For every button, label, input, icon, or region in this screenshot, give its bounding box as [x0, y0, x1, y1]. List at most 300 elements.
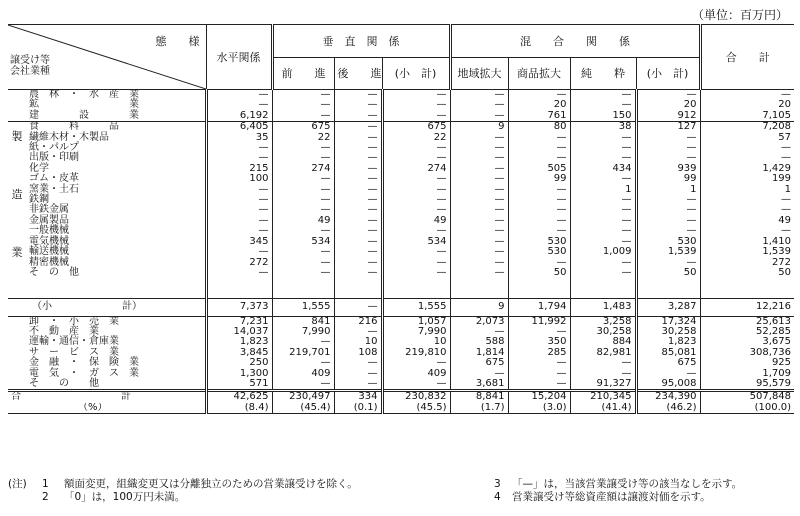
- table-cell: —: [320, 152, 331, 164]
- value-column-2: [272, 122, 334, 299]
- total-value: 42,625: [206, 391, 272, 403]
- table-cell: —: [367, 109, 378, 121]
- table-cell: —: [781, 194, 792, 206]
- table-cell: —: [367, 246, 378, 258]
- table-cell: —: [781, 89, 792, 100]
- table-cell: —: [621, 89, 632, 100]
- table-cell: —: [556, 131, 567, 143]
- table-cell: —: [258, 225, 269, 237]
- table-cell: —: [556, 204, 567, 216]
- table-cell: —: [686, 256, 697, 268]
- table-cell: —: [258, 266, 269, 278]
- row-labels: [26, 122, 206, 299]
- value-column-7: [570, 316, 636, 391]
- header-m-subtotal: (小 計): [636, 57, 700, 90]
- table-cell: —: [621, 142, 632, 154]
- total-pct: (1.7): [450, 403, 508, 414]
- table-cell: 3,681: [475, 378, 505, 390]
- row-label: 窯業・土石: [29, 183, 79, 195]
- table-cell: —: [367, 121, 378, 133]
- table-cell: —: [258, 142, 269, 154]
- table-cell: 675: [485, 357, 505, 369]
- table-cell: 38: [618, 121, 632, 133]
- table-cell: —: [436, 246, 447, 258]
- table-cell: 308,736: [749, 346, 792, 358]
- table-cell: —: [621, 367, 632, 379]
- section-group-label: [8, 316, 26, 391]
- subtotal-spacer: [8, 299, 26, 316]
- data-table: [8, 24, 794, 414]
- table-cell: 1,057: [417, 316, 447, 327]
- table-cell: 1,709: [762, 367, 792, 379]
- table-cell: 57: [778, 131, 792, 143]
- subtotal-value: 1,555: [272, 299, 334, 316]
- table-cell: —: [258, 194, 269, 206]
- table-cell: —: [781, 225, 792, 237]
- table-cell: 274: [427, 162, 447, 174]
- table-cell: 25,613: [756, 316, 792, 327]
- total-pct: (3.0): [508, 403, 570, 414]
- row-label: 精密機械: [29, 256, 69, 268]
- table-cell: —: [258, 152, 269, 164]
- table-cell: 1,410: [762, 235, 792, 247]
- table-cell: 14,037: [233, 326, 269, 338]
- table-cell: 95,579: [756, 378, 792, 390]
- table-cell: 571: [249, 378, 269, 390]
- table-cell: —: [686, 131, 697, 143]
- total-value: 334: [334, 391, 382, 403]
- table-cell: —: [436, 109, 447, 121]
- table-cell: 1,823: [667, 336, 697, 348]
- value-column-2: [272, 90, 334, 122]
- table-cell: 100: [249, 173, 269, 185]
- table-cell: —: [621, 235, 632, 247]
- table-cell: 7,208: [762, 121, 792, 133]
- table-cell: —: [686, 142, 697, 154]
- total-pct: (100.0): [700, 403, 794, 414]
- table-cell: —: [621, 357, 632, 369]
- table-cell: —: [436, 357, 447, 369]
- value-column-5: [450, 122, 508, 299]
- table-cell: 534: [311, 235, 331, 247]
- total-pct-label: （%）: [78, 402, 108, 413]
- table-cell: —: [320, 89, 331, 100]
- table-cell: 49: [317, 214, 331, 226]
- corner-bottom-label-1: 譲受け等: [10, 55, 50, 66]
- total-value: 507,848: [700, 391, 794, 403]
- value-column-4: [382, 122, 450, 299]
- table-cell: 1,429: [762, 162, 792, 174]
- section-group-label: 製 造 業: [11, 130, 23, 260]
- row-label: ゴム・皮革: [29, 173, 79, 185]
- header-backward: 後 進: [334, 57, 382, 90]
- table-cell: —: [686, 89, 697, 100]
- value-column-5: [450, 90, 508, 122]
- table-cell: —: [494, 99, 505, 111]
- value-column-6: [508, 316, 570, 391]
- table-cell: —: [258, 89, 269, 100]
- table-cell: —: [556, 183, 567, 195]
- table-cell: —: [367, 152, 378, 164]
- table-cell: 1,539: [762, 246, 792, 258]
- row-label: 紙・パルプ: [29, 142, 79, 154]
- table-cell: 108: [358, 346, 378, 358]
- row-label: サ ー ビ ス 業: [29, 346, 119, 358]
- table-cell: —: [494, 204, 505, 216]
- total-pct: (45.4): [272, 403, 334, 414]
- table-cell: —: [367, 326, 378, 338]
- header-mixed: 混 合 関 係: [450, 25, 700, 58]
- table-cell: 534: [427, 235, 447, 247]
- table-cell: 50: [553, 266, 567, 278]
- total-value: 230,497: [272, 391, 334, 403]
- table-cell: —: [367, 256, 378, 268]
- table-cell: —: [494, 246, 505, 258]
- total-value: 210,345: [570, 391, 636, 403]
- table-cell: —: [367, 142, 378, 154]
- subtotal-value: 9: [450, 299, 508, 316]
- table-cell: —: [367, 367, 378, 379]
- table-cell: —: [621, 152, 632, 164]
- table-cell: —: [621, 194, 632, 206]
- header-vertical: 垂 直 関 係: [272, 25, 450, 58]
- value-column-4: [382, 90, 450, 122]
- value-column-1: [206, 90, 272, 122]
- table-cell: —: [367, 131, 378, 143]
- value-column-3: [334, 122, 382, 299]
- row-label: 一般機械: [29, 225, 69, 237]
- table-cell: 10: [364, 336, 378, 348]
- table-cell: 841: [311, 316, 331, 327]
- total-pct: (8.4): [206, 403, 272, 414]
- table-cell: —: [494, 326, 505, 338]
- table-cell: —: [320, 336, 331, 348]
- table-cell: —: [621, 225, 632, 237]
- table-cell: 6,192: [239, 109, 269, 121]
- table-cell: —: [494, 131, 505, 143]
- table-cell: —: [556, 89, 567, 100]
- value-column-6: [508, 122, 570, 299]
- table-cell: —: [556, 378, 567, 390]
- row-label: 建 設 業: [29, 109, 139, 121]
- table-cell: —: [494, 367, 505, 379]
- table-cell: 939: [677, 162, 697, 174]
- table-cell: —: [258, 214, 269, 226]
- value-column-1: [206, 122, 272, 299]
- table-cell: —: [320, 183, 331, 195]
- table-cell: 95,008: [661, 378, 697, 390]
- table-cell: —: [436, 89, 447, 100]
- table-cell: 150: [612, 109, 632, 121]
- table-cell: 35: [255, 131, 269, 143]
- table-cell: —: [494, 152, 505, 164]
- table-cell: —: [621, 266, 632, 278]
- table-cell: —: [367, 204, 378, 216]
- table-cell: —: [367, 225, 378, 237]
- table-cell: 85,081: [661, 346, 697, 358]
- table-cell: —: [320, 99, 331, 111]
- table-cell: 675: [427, 121, 447, 133]
- value-column-8: [636, 122, 700, 299]
- table-cell: —: [621, 131, 632, 143]
- total-pct: (41.4): [570, 403, 636, 414]
- value-column-1: [206, 316, 272, 391]
- table-cell: —: [686, 204, 697, 216]
- table-cell: 50: [778, 266, 792, 278]
- table-cell: —: [781, 204, 792, 216]
- table-cell: 22: [317, 131, 331, 143]
- table-cell: 272: [771, 256, 792, 268]
- subtotal-value: 1,555: [382, 299, 450, 316]
- table-cell: 409: [427, 367, 447, 379]
- table-cell: —: [436, 99, 447, 111]
- table-cell: —: [258, 183, 269, 195]
- row-label: 鉱 業: [29, 99, 139, 111]
- table-cell: —: [367, 378, 378, 390]
- table-cell: —: [556, 367, 567, 379]
- table-cell: —: [686, 225, 697, 237]
- table-cell: —: [436, 225, 447, 237]
- section-group-label: [8, 90, 26, 122]
- value-column-9: [700, 90, 794, 122]
- table-cell: —: [781, 152, 792, 164]
- note-3-num: 3: [494, 478, 501, 490]
- table-cell: —: [320, 142, 331, 154]
- table-cell: —: [367, 99, 378, 111]
- note-4: 営業譲受け等総資産額は譲渡対価を示す。: [512, 491, 711, 503]
- table-cell: —: [320, 109, 331, 121]
- total-pct: (0.1): [334, 403, 382, 414]
- table-cell: 216: [358, 316, 378, 327]
- table-cell: —: [436, 173, 447, 185]
- table-cell: 91,327: [596, 378, 632, 390]
- table-cell: —: [621, 214, 632, 226]
- total-value: 15,204: [508, 391, 570, 403]
- value-column-7: [570, 90, 636, 122]
- note-1-num: 1: [42, 478, 49, 490]
- table-cell: 2,073: [475, 316, 505, 327]
- subtotal-label: （小 計）: [32, 301, 142, 313]
- table-cell: —: [367, 214, 378, 226]
- note-2-num: 2: [42, 491, 49, 503]
- row-label: 輸送機械: [29, 246, 69, 258]
- row-label: 繊維木材・木製品: [29, 131, 109, 143]
- table-cell: —: [556, 256, 567, 268]
- table-cell: —: [367, 266, 378, 278]
- table-cell: 1,300: [239, 367, 269, 379]
- table-cell: 272: [249, 256, 269, 268]
- header-pure: 純 粋: [570, 57, 636, 90]
- table-cell: 925: [771, 357, 792, 369]
- table-cell: —: [436, 183, 447, 195]
- table-cell: —: [320, 357, 331, 369]
- subtotal-value: 1,483: [570, 299, 636, 316]
- table-cell: —: [320, 256, 331, 268]
- header-v-subtotal: (小 計): [382, 57, 450, 90]
- value-column-2: [272, 316, 334, 391]
- total-value: 234,390: [636, 391, 700, 403]
- table-cell: 1,823: [239, 336, 269, 348]
- header-product: 商品拡大: [508, 57, 570, 90]
- table-cell: 20: [553, 99, 567, 111]
- row-label: 金属製品: [29, 214, 69, 226]
- table-cell: 530: [547, 235, 567, 247]
- table-cell: —: [494, 162, 505, 174]
- table-cell: 99: [553, 173, 567, 185]
- table-cell: 17,324: [661, 316, 697, 327]
- table-cell: —: [367, 357, 378, 369]
- header-total: 合 計: [700, 25, 794, 90]
- row-label: 鉄鋼: [29, 194, 49, 206]
- table-cell: 10: [433, 336, 447, 348]
- table-cell: —: [686, 194, 697, 206]
- table-cell: 50: [683, 266, 697, 278]
- header-horizontal: 水平関係: [206, 25, 272, 90]
- table-cell: —: [320, 246, 331, 258]
- note-3: 「—」は，当該営業譲受け等の該当なしを示す。: [512, 478, 743, 490]
- table-cell: 912: [677, 109, 697, 121]
- table-cell: —: [367, 173, 378, 185]
- value-column-5: [450, 316, 508, 391]
- value-column-6: [508, 90, 570, 122]
- table-cell: 30,258: [596, 326, 632, 338]
- table-cell: —: [258, 246, 269, 258]
- table-cell: —: [556, 214, 567, 226]
- subtotal-value: 7,373: [206, 299, 272, 316]
- table-cell: 49: [433, 214, 447, 226]
- table-cell: —: [436, 152, 447, 164]
- subtotal-value: —: [334, 299, 382, 316]
- table-cell: —: [436, 378, 447, 390]
- table-cell: 505: [547, 162, 567, 174]
- table-cell: 588: [485, 336, 505, 348]
- table-cell: 7,231: [239, 316, 269, 327]
- table-cell: —: [436, 266, 447, 278]
- table-cell: —: [320, 173, 331, 185]
- value-column-9: [700, 316, 794, 391]
- row-label: そ の 他: [29, 266, 79, 278]
- corner-top-label: 態 様: [155, 35, 200, 48]
- value-column-3: [334, 316, 382, 391]
- table-cell: 219,810: [405, 346, 447, 358]
- table-cell: 3,845: [239, 346, 269, 358]
- table-cell: —: [258, 204, 269, 216]
- total-label: 合 計: [11, 391, 131, 403]
- table-cell: —: [367, 183, 378, 195]
- corner-bottom-label-2: 会社業種: [10, 66, 50, 77]
- row-label: 農 林 ・ 水 産 業: [29, 89, 139, 100]
- table-cell: 30,258: [661, 326, 697, 338]
- table-cell: —: [494, 194, 505, 206]
- table-cell: —: [494, 214, 505, 226]
- table-cell: —: [556, 152, 567, 164]
- table-cell: 49: [778, 214, 792, 226]
- row-label: 食 料 品: [29, 121, 119, 133]
- table-cell: 3,258: [602, 316, 632, 327]
- note-2: 「0」は，100万円未満。: [64, 491, 186, 503]
- table-cell: 199: [771, 173, 792, 185]
- table-cell: 285: [547, 346, 567, 358]
- row-label: 電 気 ・ ガ ス 業: [29, 367, 139, 379]
- table-cell: —: [556, 142, 567, 154]
- table-cell: —: [686, 152, 697, 164]
- table-cell: —: [494, 142, 505, 154]
- table-cell: —: [367, 162, 378, 174]
- table-cell: —: [494, 225, 505, 237]
- table-cell: 9: [498, 121, 505, 133]
- table-cell: 7,990: [417, 326, 447, 338]
- table-cell: 20: [683, 99, 697, 111]
- table-cell: —: [436, 256, 447, 268]
- table-cell: 675: [311, 121, 331, 133]
- table-cell: 52,285: [756, 326, 792, 338]
- table-cell: —: [494, 256, 505, 268]
- table-cell: 1: [625, 183, 632, 195]
- table-cell: —: [494, 266, 505, 278]
- table-cell: —: [258, 99, 269, 111]
- table-cell: 22: [433, 131, 447, 143]
- notes-prefix: (注): [8, 478, 27, 490]
- table-cell: 274: [311, 162, 331, 174]
- table-cell: 80: [553, 121, 567, 133]
- table-cell: —: [367, 194, 378, 206]
- value-column-9: [700, 122, 794, 299]
- table-cell: —: [494, 183, 505, 195]
- table-cell: 7,990: [301, 326, 331, 338]
- total-pct: (45.5): [382, 403, 450, 414]
- note-1: 額面変更，組織変更又は分離独立のための営業譲受けを除く。: [64, 478, 358, 490]
- corner-cell: [8, 25, 206, 90]
- value-column-8: [636, 90, 700, 122]
- table-cell: —: [494, 235, 505, 247]
- table-cell: —: [621, 256, 632, 268]
- table-cell: 345: [249, 235, 269, 247]
- table-cell: 409: [311, 367, 331, 379]
- table-cell: —: [494, 173, 505, 185]
- subtotal-value: 1,794: [508, 299, 570, 316]
- table-cell: —: [556, 326, 567, 338]
- table-cell: —: [556, 225, 567, 237]
- value-column-4: [382, 316, 450, 391]
- table-cell: 1,539: [667, 246, 697, 258]
- table-cell: 675: [677, 357, 697, 369]
- row-label: 金 融 ・ 保 険 業: [29, 357, 139, 369]
- row-label: 出版・印刷: [29, 152, 79, 164]
- table-cell: 1,814: [475, 346, 505, 358]
- table-cell: —: [320, 204, 331, 216]
- subtotal-value: 12,216: [700, 299, 794, 316]
- table-cell: —: [556, 357, 567, 369]
- table-cell: 219,701: [289, 346, 331, 358]
- row-label: 運輸・通信・倉庫業: [29, 336, 119, 348]
- value-column-3: [334, 90, 382, 122]
- table-cell: —: [320, 378, 331, 390]
- table-cell: 11,992: [531, 316, 567, 327]
- table-cell: 884: [612, 336, 632, 348]
- table-cell: —: [367, 89, 378, 100]
- table-cell: 1: [690, 183, 697, 195]
- table-cell: 127: [677, 121, 697, 133]
- total-value: 230,832: [382, 391, 450, 403]
- header-regional: 地域拡大: [450, 57, 508, 90]
- table-cell: 6,405: [239, 121, 269, 133]
- table-cell: —: [621, 204, 632, 216]
- row-label: 不 動 産 業: [29, 326, 99, 338]
- unit-label: （単位：百万円）: [691, 8, 788, 22]
- table-cell: 7,105: [762, 109, 792, 121]
- table-cell: 434: [612, 162, 632, 174]
- row-labels: [26, 90, 206, 122]
